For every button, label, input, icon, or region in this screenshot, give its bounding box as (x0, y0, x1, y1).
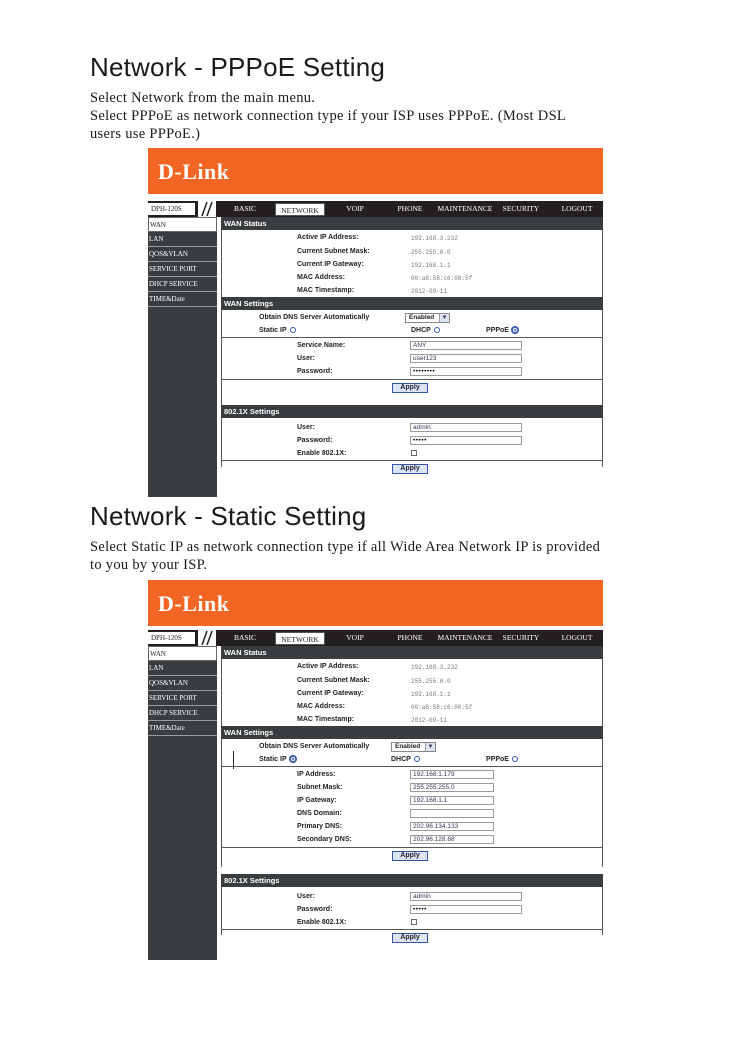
nav-security[interactable]: SECURITY (502, 633, 540, 642)
dhcp-label: DHCP (391, 756, 411, 763)
mac-value: 00:a8:58:c6:00:5f (411, 275, 473, 282)
static-ip-option (259, 327, 296, 334)
service-name-input[interactable]: ANY (410, 341, 522, 350)
static-screenshot (148, 580, 603, 960)
chevron-down-icon: ▼ (439, 314, 449, 322)
nav-voip[interactable]: VOIP (346, 633, 364, 642)
sidebar-item-dhcp-service[interactable]: DHCP SERVICE (148, 706, 217, 721)
secondary-dns-label: Secondary DNS: (297, 836, 352, 843)
pppoe-label: PPPoE (486, 327, 509, 334)
separator-icon (198, 630, 216, 646)
dot1x-header: 802.1X Settings (221, 874, 603, 887)
pppoe-user-input[interactable]: user123 (410, 354, 522, 363)
ip-gateway-label: IP Gateway: (297, 797, 337, 804)
dot1x-user-input[interactable]: admin (410, 892, 522, 901)
wan-settings-header: WAN Settings (221, 297, 603, 310)
model-label: DPH-120S (148, 632, 195, 644)
sidebar (148, 217, 217, 497)
section-heading-pppoe: Network - PPPoE Setting (90, 52, 386, 82)
dlink-logo: D-Link (158, 591, 230, 616)
dhcp-option (411, 327, 440, 334)
main-panel (221, 217, 603, 494)
secondary-dns-input[interactable]: 202.96.128.68 (410, 835, 494, 844)
dhcp-label: DHCP (411, 327, 431, 334)
timestamp-label: MAC Timestamp: (297, 716, 355, 723)
nav-phone[interactable]: PHONE (397, 633, 423, 642)
ip-gateway-input[interactable]: 192.168.1.1 (410, 796, 494, 805)
dhcp-radio[interactable] (434, 327, 440, 333)
sidebar-item-qos-vlan[interactable]: QOS&VLAN (148, 247, 217, 262)
instruction-line: Select PPPoE as network connection type if your ISP uses PPPoE. (Most DSL (90, 108, 567, 124)
section-heading-static: Network - Static Setting (90, 501, 367, 531)
mac-label: MAC Address: (297, 274, 345, 281)
divider (221, 379, 603, 380)
panel-border (602, 887, 603, 935)
dot1x-password-input[interactable]: ••••• (410, 436, 522, 445)
subnet-mask-label: Subnet Mask: (297, 784, 343, 791)
dns-auto-value: Enabled (395, 743, 421, 750)
pppoe-label: PPPoE (486, 756, 509, 763)
nav-maintenance[interactable]: MAINTENANCE (437, 204, 493, 213)
nav-logout[interactable]: LOGOUT (561, 204, 593, 213)
top-navbar (148, 630, 603, 646)
dot1x-enable-checkbox[interactable] (411, 919, 417, 925)
pppoe-radio[interactable] (512, 327, 518, 333)
instruction-line: Select Static IP as network connection type if all Wide Area Network IP is provided (90, 539, 601, 555)
sidebar-item-dhcp-service[interactable]: DHCP SERVICE (148, 277, 217, 292)
service-name-label: Service Name: (297, 342, 346, 349)
chevron-down-icon: ▼ (425, 743, 435, 751)
dot1x-header: 802.1X Settings (221, 405, 603, 418)
primary-dns-input[interactable]: 202.96.134.133 (410, 822, 494, 831)
sidebar-item-time-date[interactable]: TIME&Date (148, 292, 217, 307)
pppoe-option (486, 327, 518, 334)
dot1x-apply-button[interactable]: Apply (392, 933, 428, 943)
content-area (148, 646, 603, 960)
dot1x-enable-label: Enable 802.1X: (297, 919, 347, 926)
nav-basic[interactable]: BASIC (233, 633, 257, 642)
pppoe-screenshot (148, 148, 603, 494)
dot1x-password-label: Password: (297, 437, 333, 444)
active-ip-value: 192.168.3.232 (411, 235, 458, 242)
sidebar-item-wan[interactable]: WAN (148, 217, 217, 232)
wan-settings-header: WAN Settings (221, 726, 603, 739)
wan-apply-button[interactable]: Apply (392, 383, 428, 393)
nav-network[interactable]: NETWORK (275, 632, 325, 645)
top-navbar (148, 201, 603, 217)
dot1x-user-label: User: (297, 893, 315, 900)
static-ip-label: Static IP (259, 756, 287, 763)
ip-address-label: IP Address: (297, 771, 336, 778)
divider (221, 847, 603, 848)
active-ip-value: 192.168.3.232 (411, 664, 458, 671)
subnet-label: Current Subnet Mask: (297, 248, 370, 255)
mac-label: MAC Address: (297, 703, 345, 710)
gateway-value: 192.168.1.1 (411, 262, 451, 269)
active-ip-label: Active IP Address: (297, 234, 359, 241)
divider (221, 929, 603, 930)
dot1x-password-input[interactable]: ••••• (410, 905, 522, 914)
pppoe-instructions (90, 89, 566, 143)
nav-maintenance[interactable]: MAINTENANCE (437, 633, 493, 642)
content-area (148, 217, 603, 494)
mac-value: 00:a8:58:c6:00:5f (411, 704, 473, 711)
pppoe-password-label: Password: (297, 368, 333, 375)
nav-basic[interactable]: BASIC (233, 204, 257, 213)
model-label: DPH-120S (148, 203, 195, 215)
brand-banner (148, 148, 603, 194)
static-instructions (90, 538, 600, 574)
ip-address-input[interactable]: 192.168.1.179 (410, 770, 494, 779)
active-ip-label: Active IP Address: (297, 663, 359, 670)
sidebar-item-wan[interactable]: WAN (148, 646, 217, 661)
dot1x-user-label: User: (297, 424, 315, 431)
static-ip-radio[interactable] (290, 327, 296, 333)
timestamp-value: 2012-09-11 (411, 288, 448, 295)
dot1x-password-label: Password: (297, 906, 333, 913)
subnet-mask-input[interactable]: 255.255.255.0 (410, 783, 494, 792)
timestamp-label: MAC Timestamp: (297, 287, 355, 294)
sidebar-item-time-date[interactable]: TIME&Date (148, 721, 217, 736)
dot1x-apply-button[interactable]: Apply (392, 464, 428, 474)
dns-auto-label: Obtain DNS Server Automatically (259, 743, 370, 750)
static-ip-option (259, 756, 296, 763)
pppoe-password-input[interactable]: •••••••• (410, 367, 522, 376)
sidebar-item-service-port[interactable]: SERVICE PORT (148, 262, 217, 277)
nav-security[interactable]: SECURITY (502, 204, 540, 213)
wan-status-header: WAN Status (221, 646, 603, 659)
nav-phone[interactable]: PHONE (397, 204, 423, 213)
subnet-label: Current Subnet Mask: (297, 677, 370, 684)
subnet-value: 255.255.0.0 (411, 249, 451, 256)
wan-status-header: WAN Status (221, 217, 603, 230)
static-ip-radio[interactable] (290, 756, 296, 762)
divider (221, 766, 603, 767)
pppoe-user-label: User: (297, 355, 315, 362)
gateway-label: Current IP Gateway: (297, 690, 364, 697)
dns-auto-select[interactable] (391, 742, 436, 752)
dns-auto-select[interactable] (405, 313, 450, 323)
dns-domain-label: DNS Domain: (297, 810, 342, 817)
brand-banner (148, 580, 603, 626)
panel-border (221, 310, 222, 410)
sidebar (148, 646, 217, 960)
nav-logout[interactable]: LOGOUT (561, 633, 593, 642)
main-panel (221, 646, 603, 960)
wan-apply-button[interactable]: Apply (392, 851, 428, 861)
dlink-logo: D-Link (158, 159, 230, 184)
instruction-line: to you by your ISP. (90, 557, 208, 573)
sidebar-item-lan[interactable]: LAN (148, 661, 217, 676)
gateway-label: Current IP Gateway: (297, 261, 364, 268)
panel-border (221, 887, 222, 935)
sidebar-item-service-port[interactable]: SERVICE PORT (148, 691, 217, 706)
timestamp-value: 2012-09-11 (411, 717, 448, 724)
dhcp-radio[interactable] (414, 756, 420, 762)
dns-domain-input[interactable] (410, 809, 494, 818)
dot1x-user-input[interactable]: admin (410, 423, 522, 432)
divider (221, 337, 603, 338)
dot1x-enable-label: Enable 802.1X: (297, 450, 347, 457)
static-ip-label: Static IP (259, 327, 287, 334)
pppoe-radio[interactable] (512, 756, 518, 762)
dot1x-enable-checkbox[interactable] (411, 450, 417, 456)
dhcp-option (391, 756, 420, 763)
divider (221, 460, 603, 461)
sidebar-item-lan[interactable]: LAN (148, 232, 217, 247)
gateway-value: 192.168.1.1 (411, 691, 451, 698)
sidebar-item-qos-vlan[interactable]: QOS&VLAN (148, 676, 217, 691)
instruction-line: users use PPPoE.) (90, 126, 201, 142)
nav-network[interactable]: NETWORK (275, 203, 325, 216)
dns-auto-value: Enabled (409, 314, 435, 321)
nav-voip[interactable]: VOIP (346, 204, 364, 213)
primary-dns-label: Primary DNS: (297, 823, 343, 830)
pppoe-option (486, 756, 518, 763)
subnet-value: 255.255.0.0 (411, 678, 451, 685)
instruction-line: Select Network from the main menu. (90, 90, 316, 106)
panel-border (602, 310, 603, 410)
separator-icon (198, 201, 216, 217)
dns-auto-label: Obtain DNS Server Automatically (259, 314, 370, 321)
